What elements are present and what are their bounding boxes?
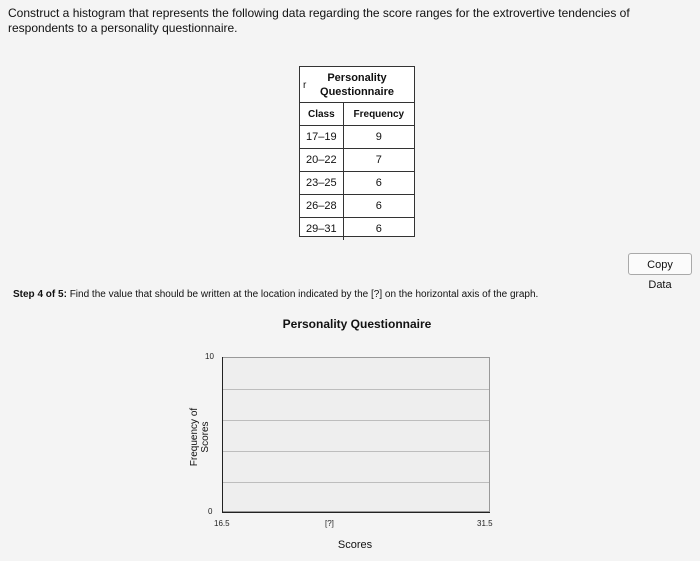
table-corner-mark: r [303, 80, 307, 91]
class-cell: 29–31 [300, 218, 343, 241]
table-header-row [300, 103, 414, 126]
x-axis-line [222, 512, 490, 513]
table-title [300, 67, 414, 103]
question-prompt: Construct a histogram that represents the following data regarding the score ranges for the extrovertive tendencies of respondents to a personality questionnaire. [8, 6, 630, 35]
grid-line [223, 420, 489, 421]
table-row [300, 218, 414, 241]
x-tick-right: 31.5 [477, 519, 493, 528]
table-row [300, 126, 414, 149]
graph-title: Personality Questionnaire [282, 317, 432, 331]
step-instruction [13, 289, 653, 301]
table-row [300, 195, 414, 218]
step-text: Find the value that should be written at the location indicated by the [?] on the horizontal axis of the graph. [69, 289, 539, 300]
x-tick-question: [?] [325, 519, 334, 528]
table-title-line-2: Questionnaire [320, 86, 394, 98]
grid-line [223, 482, 489, 483]
table-row [300, 149, 414, 172]
histogram-plot-area [222, 357, 490, 512]
table-header-class: Class [300, 103, 343, 126]
table-row [300, 172, 414, 195]
frequency-cell: 6 [375, 223, 382, 235]
x-axis-label: Scores [337, 539, 373, 551]
class-cell: 26–28 [300, 195, 343, 218]
frequency-cell: 6 [343, 172, 414, 195]
frequency-table [300, 103, 414, 240]
y-tick-top: 10 [205, 352, 214, 361]
y-tick-bottom: 0 [208, 507, 213, 516]
y-axis-label: Frequency of Scores [189, 407, 211, 467]
class-cell: 17–19 [300, 126, 343, 149]
frequency-cell: 7 [343, 149, 414, 172]
grid-line [223, 389, 489, 390]
table-header-frequency: Frequency [343, 103, 414, 126]
class-cell: 20–22 [300, 149, 343, 172]
copy-data-button[interactable]: Copy Data [628, 253, 692, 275]
frequency-cell: 6 [343, 195, 414, 218]
step-label: Step 4 of 5: [13, 289, 67, 300]
class-cell: 23–25 [300, 172, 343, 195]
table-title-line-1: Personality [327, 72, 387, 84]
grid-line [223, 451, 489, 452]
frequency-cell: 9 [343, 126, 414, 149]
frequency-table-card [299, 66, 415, 237]
y-axis-line [222, 357, 223, 512]
x-tick-left: 16.5 [214, 519, 230, 528]
